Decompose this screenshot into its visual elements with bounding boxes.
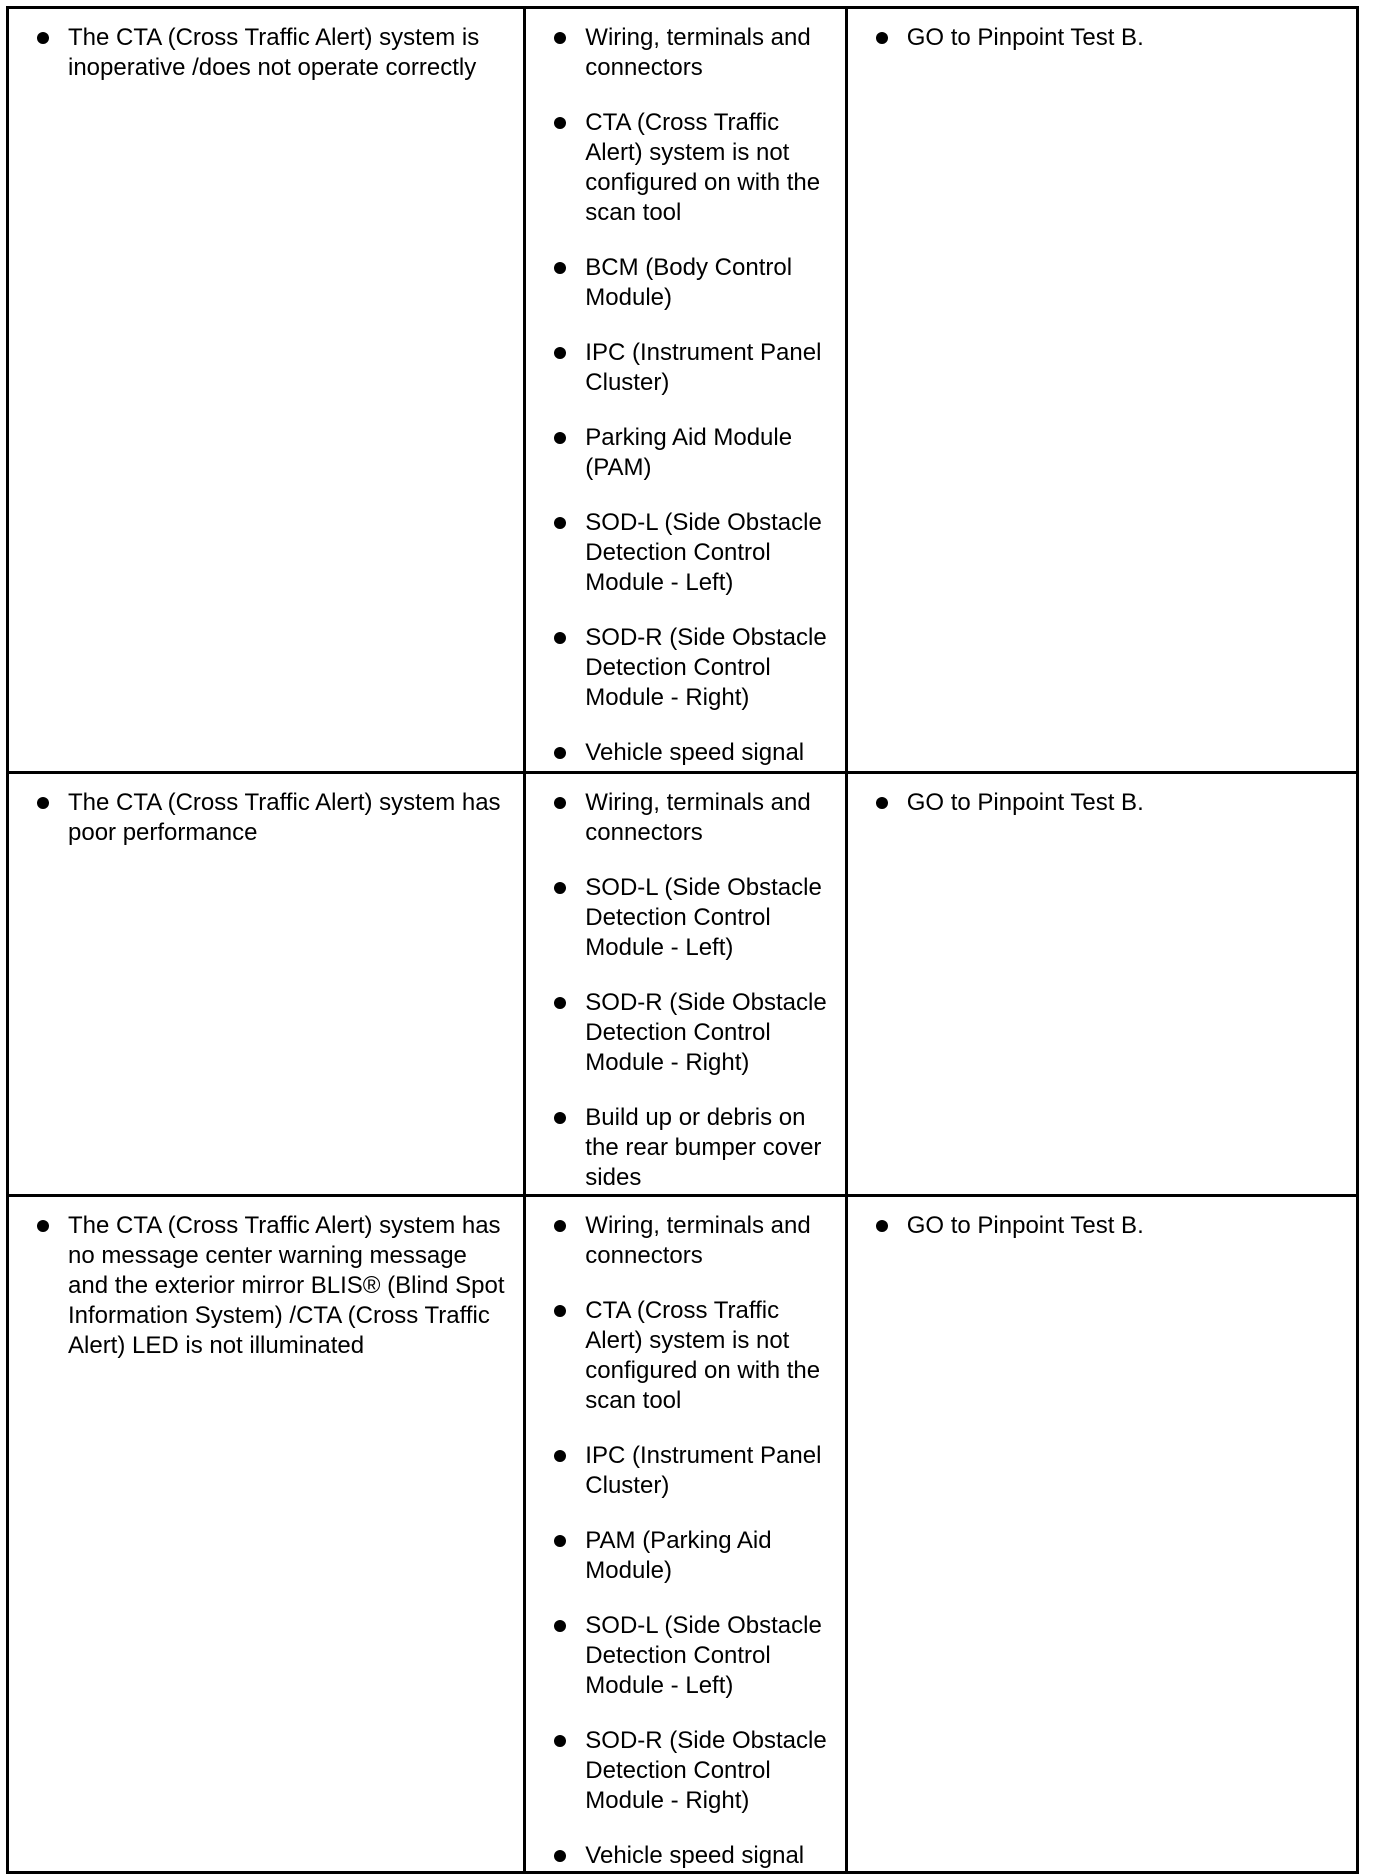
action-cell bbox=[846, 773, 1357, 1196]
symptom-item bbox=[33, 1211, 511, 1361]
source-text: CTA (Cross Traffic Alert) system is not configured on with the scan tool bbox=[585, 109, 821, 226]
possible-sources-cell bbox=[525, 1196, 846, 1873]
list-item bbox=[550, 23, 840, 83]
bullet-icon bbox=[554, 1620, 566, 1632]
action-cell bbox=[846, 8, 1357, 773]
source-text: SOD-L (Side Obstacle Detection Control Module - Left) bbox=[585, 1612, 822, 1699]
bullet-icon bbox=[554, 747, 566, 759]
symptom-text: The CTA (Cross Traffic Alert) system has poor performance bbox=[68, 789, 501, 846]
action-text: GO to Pinpoint Test B. bbox=[906, 789, 1144, 816]
table-row bbox=[8, 773, 1358, 1196]
list-item bbox=[550, 1211, 840, 1271]
list-item bbox=[550, 873, 840, 963]
symptom-cell bbox=[8, 8, 525, 773]
bullet-icon bbox=[554, 1112, 566, 1124]
symptom-text: The CTA (Cross Traffic Alert) system is inoperative /does not operate correctly bbox=[68, 24, 480, 81]
action-text: GO to Pinpoint Test B. bbox=[906, 1212, 1144, 1239]
bullet-icon bbox=[554, 882, 566, 894]
possible-sources-cell bbox=[525, 773, 846, 1196]
bullet-icon bbox=[554, 1450, 566, 1462]
source-text: IPC (Instrument Panel Cluster) bbox=[585, 339, 822, 396]
source-text: SOD-R (Side Obstacle Detection Control Module - Right) bbox=[585, 989, 827, 1076]
symptom-cell bbox=[8, 1196, 525, 1873]
list-item bbox=[550, 253, 840, 313]
source-text: CTA (Cross Traffic Alert) system is not configured on with the scan tool bbox=[585, 1297, 821, 1414]
list-item bbox=[550, 338, 840, 398]
list-item bbox=[550, 1611, 840, 1701]
bullet-icon bbox=[37, 32, 49, 44]
bullet-icon bbox=[554, 517, 566, 529]
bullet-icon bbox=[554, 1735, 566, 1747]
source-text: SOD-L (Side Obstacle Detection Control Module - Left) bbox=[585, 509, 822, 596]
source-text: Build up or debris on the rear bumper cover sides bbox=[585, 1104, 822, 1191]
source-text: Wiring, terminals and connectors bbox=[585, 1212, 811, 1269]
list-item bbox=[550, 423, 840, 483]
source-text: BCM (Body Control Module) bbox=[585, 254, 793, 311]
list-item bbox=[550, 623, 840, 713]
source-text: SOD-L (Side Obstacle Detection Control Module - Left) bbox=[585, 874, 822, 961]
source-text: PAM (Parking Aid Module) bbox=[585, 1527, 772, 1584]
bullet-icon bbox=[876, 797, 888, 809]
action-item bbox=[872, 23, 1344, 53]
possible-sources-cell bbox=[525, 8, 846, 773]
list-item bbox=[550, 1526, 840, 1586]
list-item bbox=[550, 988, 840, 1078]
bullet-icon bbox=[554, 997, 566, 1009]
action-item bbox=[872, 1211, 1344, 1241]
source-text: SOD-R (Side Obstacle Detection Control Module - Right) bbox=[585, 624, 827, 711]
source-text: Vehicle speed signal bbox=[585, 1842, 805, 1869]
symptom-item bbox=[33, 23, 511, 83]
bullet-icon bbox=[554, 117, 566, 129]
bullet-icon bbox=[876, 1220, 888, 1232]
list-item bbox=[550, 1726, 840, 1816]
bullet-icon bbox=[37, 797, 49, 809]
source-text: Parking Aid Module (PAM) bbox=[585, 424, 793, 481]
source-text: Vehicle speed signal bbox=[585, 739, 805, 766]
bullet-icon bbox=[554, 1220, 566, 1232]
list-item bbox=[550, 738, 840, 768]
list-item bbox=[550, 1103, 840, 1193]
bullet-icon bbox=[554, 1535, 566, 1547]
list-item bbox=[550, 1841, 840, 1871]
bullet-icon bbox=[554, 432, 566, 444]
bullet-icon bbox=[554, 1305, 566, 1317]
bullet-icon bbox=[876, 32, 888, 44]
symptom-item bbox=[33, 788, 511, 848]
bullet-icon bbox=[554, 262, 566, 274]
list-item bbox=[550, 1296, 840, 1416]
source-text: Wiring, terminals and connectors bbox=[585, 789, 811, 846]
action-text: GO to Pinpoint Test B. bbox=[906, 24, 1144, 51]
symptom-cell bbox=[8, 773, 525, 1196]
bullet-icon bbox=[554, 347, 566, 359]
symptom-text: The CTA (Cross Traffic Alert) system has no message center warning message and the exterior mirror BLIS® (Blind Spot Information System) /CTA (Cross Traffic Alert) LED is not illuminated bbox=[68, 1212, 505, 1359]
symptom-chart-body bbox=[8, 8, 1358, 1873]
action-item bbox=[872, 788, 1344, 818]
table-row bbox=[8, 8, 1358, 773]
action-cell bbox=[846, 1196, 1357, 1873]
table-row bbox=[8, 1196, 1358, 1873]
list-item bbox=[550, 508, 840, 598]
bullet-icon bbox=[554, 32, 566, 44]
source-text: IPC (Instrument Panel Cluster) bbox=[585, 1442, 822, 1499]
bullet-icon bbox=[554, 797, 566, 809]
list-item bbox=[550, 1441, 840, 1501]
source-text: SOD-R (Side Obstacle Detection Control Module - Right) bbox=[585, 1727, 827, 1814]
bullet-icon bbox=[37, 1220, 49, 1232]
list-item bbox=[550, 788, 840, 848]
symptom-chart-table bbox=[6, 6, 1359, 1874]
list-item bbox=[550, 108, 840, 228]
source-text: Wiring, terminals and connectors bbox=[585, 24, 811, 81]
bullet-icon bbox=[554, 1850, 566, 1862]
bullet-icon bbox=[554, 632, 566, 644]
